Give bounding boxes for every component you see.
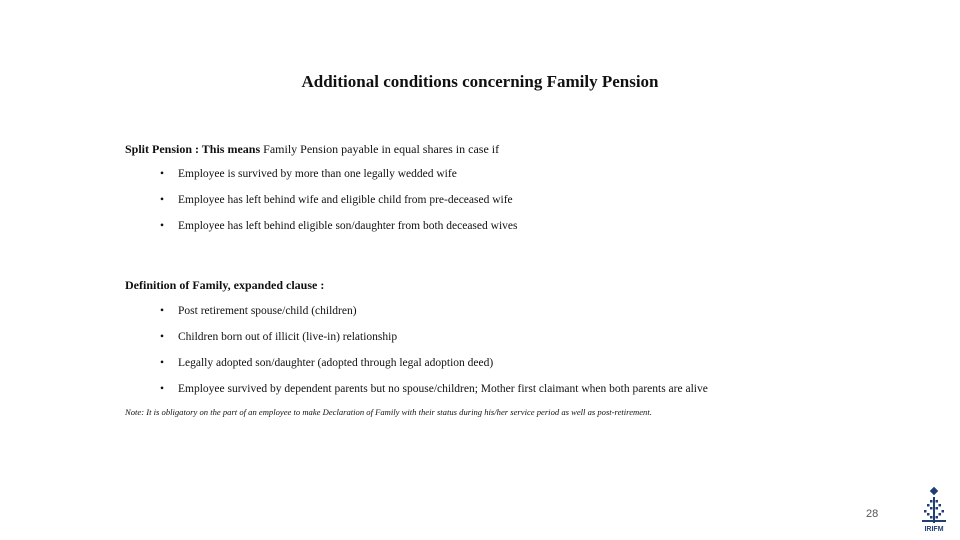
list-item: • Employee is survived by more than one legally wedded wife: [160, 167, 517, 193]
list-item: • Employee has left behind wife and eligible child from pre-deceased wife: [160, 193, 517, 219]
definition-list: [160, 304, 708, 408]
list-item: • Children born out of illicit (live-in) relationship: [160, 330, 708, 356]
split-pension-heading: [125, 142, 499, 157]
definition-heading: [125, 278, 324, 293]
list-item: • Post retirement spouse/child (children): [160, 304, 708, 330]
split-pension-text: Family Pension payable in equal shares in case if: [260, 142, 500, 156]
page-number: 28: [866, 508, 879, 520]
irifm-logo: [918, 486, 950, 536]
slide-title: Additional conditions concerning Family Pension: [301, 72, 659, 91]
definition-label: Definition of Family, expanded clause :: [125, 278, 325, 292]
note-text: Note: It is obligatory on the part of an employee to make Declaration of Family with their status during his/her service period as well as post-retirement.: [125, 407, 652, 417]
list-item: • Employee survived by dependent parents but no spouse/children; Mother first claimant when both parents are alive: [160, 382, 708, 408]
split-pension-label: Split Pension : This means: [125, 142, 261, 156]
split-pension-list: [160, 167, 517, 245]
list-item: • Employee has left behind eligible son/daughter from both deceased wives: [160, 219, 517, 245]
logo-text: IRIFM: [924, 526, 944, 533]
irifm-logo-icon: [918, 486, 950, 526]
list-item: • Legally adopted son/daughter (adopted through legal adoption deed): [160, 356, 708, 382]
